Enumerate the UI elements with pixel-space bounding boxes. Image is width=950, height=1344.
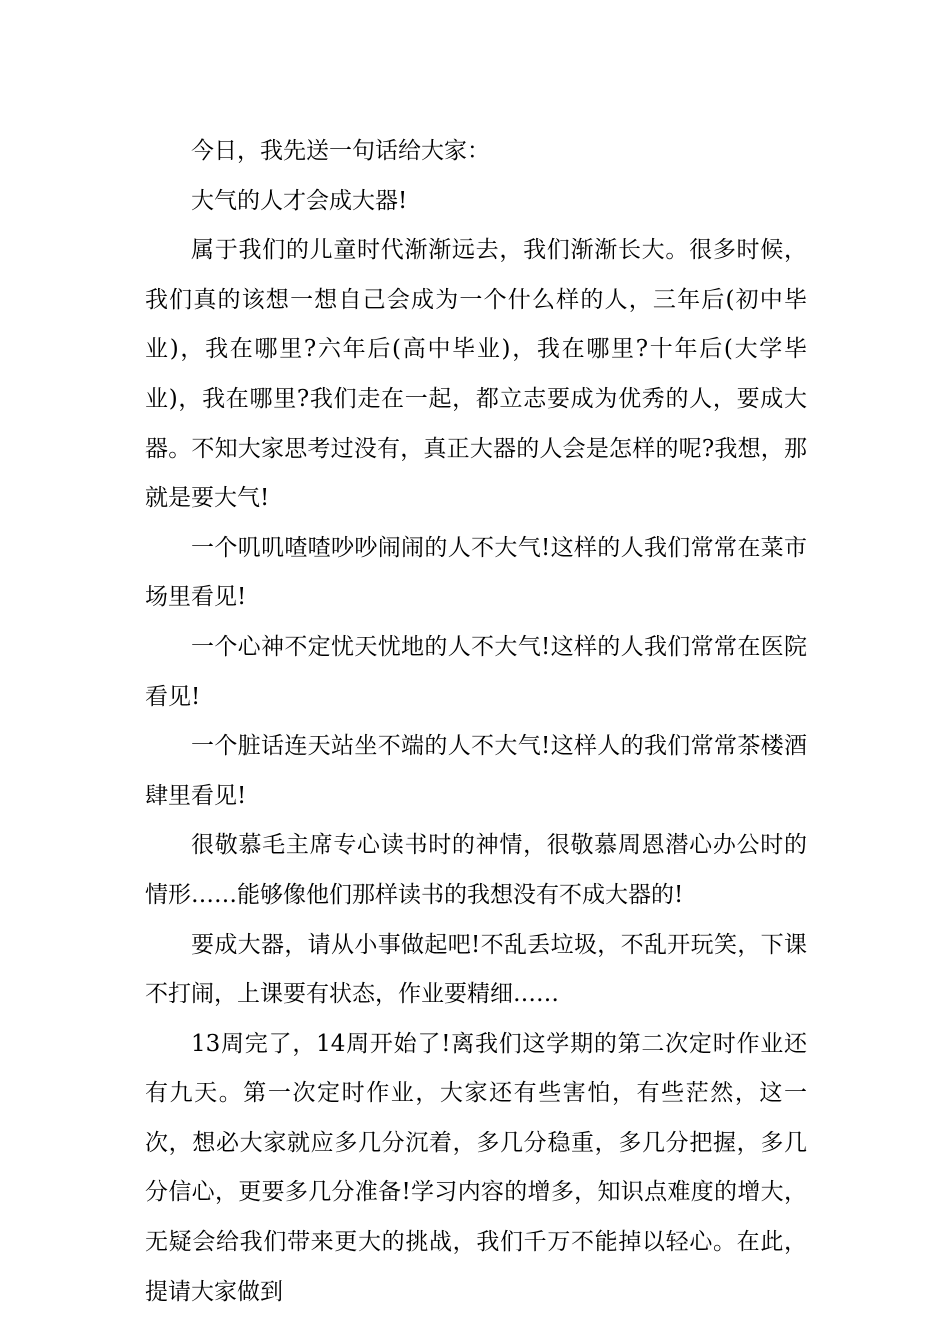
- paragraph-timed-homework: 13周完了，14周开始了!离我们这学期的第二次定时作业还有九天。第一次定时作业，大家还有些害怕，有些茫然，这一次，想必大家就应多几分沉着，多几分稳重，多几分把握，多几分信心，更要多几分准备!学习内容的增多，知识点难度的增大，无疑会给我们带来更大的挑战，我们千万不能掉以轻心。在此，提请大家做到: [145, 1030, 807, 1305]
- document-body: [145, 127, 807, 1317]
- paragraph-greeting: 今日，我先送一句话给大家：: [191, 138, 490, 164]
- paragraph-admiration: 很敬慕毛主席专心读书时的神情，很敬慕周恩潜心办公时的情形……能够像他们那样读书的我想没有不成大器的!: [145, 832, 807, 908]
- paragraph-rude-person: 一个脏话连天站坐不端的人不大气!这样人的我们常常茶楼酒肆里看见!: [145, 733, 807, 809]
- paragraph-small-things: 要成大器，请从小事做起吧!不乱丢垃圾，不乱开玩笑，下课不打闹，上课要有状态，作业要精细……: [145, 931, 807, 1008]
- paragraph-growing-up: 属于我们的儿童时代渐渐远去，我们渐渐长大。很多时候，我们真的该想一想自己会成为一个什么样的人，三年后(初中毕业)，我在哪里?六年后(高中毕业)，我在哪里?十年后(大学毕业)，我在哪里?我们走在一起，都立志要成为优秀的人，要成大器。不知大家思考过没有，真正大器的人会是怎样的呢?我想，那就是要大气!: [145, 237, 807, 512]
- paragraph-anxious-person: 一个心神不定忧天忧地的人不大气!这样的人我们常常在医院看见!: [145, 633, 807, 710]
- paragraph-noisy-person: 一个叽叽喳喳吵吵闹闹的人不大气!这样的人我们常常在菜市场里看见!: [145, 534, 807, 611]
- paragraph-motto: 大气的人才会成大器!: [191, 187, 408, 214]
